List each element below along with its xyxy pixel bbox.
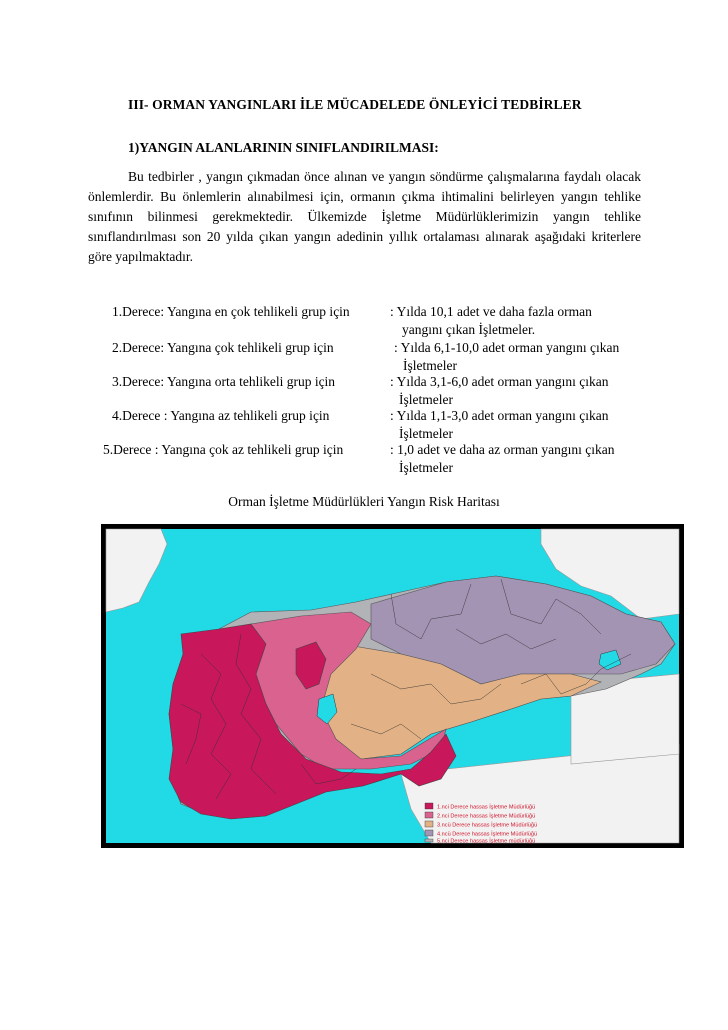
- criteria-rule-line2: İşletmeler: [403, 358, 457, 373]
- intro-paragraph: Bu tedbirler , yangın çıkmadan önce alınan ve yangın söndürme çalışmalarına faydalı olacak önlemlerdir. Bu önlemlerin alınabilmesi için, ormanın çıkma ihtimalini belirleyen yangın tehlike sınıfının bilinmesi gerekmektedir. Ülkemizde İşletme Müdürlüklerimizin yangın tehlike sınıflandırılması son 20 yılda çıkan yangın adedinin yıllık ortalaması alınarak aşağıdaki kriterlere göre yapılmaktadır.: [88, 169, 641, 264]
- criteria-rule-line1: : 1,0 adet ve daha az orman yangını çıkan: [390, 442, 615, 457]
- legend-label-degree3: 3.ncü Derece hassas İşletme Müdürlüğü: [437, 822, 538, 829]
- criteria-degree: 1.Derece: Yangına en çok tehlikeli grup için: [112, 304, 350, 319]
- criteria-rule: [394, 339, 654, 375]
- criteria-rule-line2: İşletmeler: [399, 392, 453, 407]
- section-title: III- ORMAN YANGINLARI İLE MÜCADELEDE ÖNLEYİCİ TEDBİRLER: [128, 97, 582, 112]
- criteria-rule: [390, 373, 650, 409]
- criteria-rule-line1: : Yılda 1,1-3,0 adet orman yangını çıkan: [390, 408, 609, 423]
- subsection-title: 1)YANGIN ALANLARININ SINIFLANDIRILMASI:: [128, 140, 439, 155]
- criteria-rule-line2: İşletmeler: [399, 426, 453, 441]
- legend-swatch-degree1: [425, 803, 433, 809]
- criteria-rule-line1: : Yılda 3,1-6,0 adet orman yangını çıkan: [390, 374, 609, 389]
- criteria-degree: 5.Derece : Yangına çok az tehlikeli grup için: [103, 442, 344, 457]
- map-caption: Orman İşletme Müdürlükleri Yangın Risk Haritası: [228, 494, 500, 509]
- legend-swatch-degree4: [425, 830, 433, 836]
- legend-label-degree4: 4.ncü Derece hassas İşletme Müdürlüğü: [437, 831, 538, 838]
- criteria-degree: 2.Derece: Yangına çok tehlikeli grup için: [112, 340, 334, 355]
- map-image: [101, 524, 684, 848]
- criteria-rule-line2: yangını çıkan İşletmeler.: [402, 322, 536, 337]
- criteria-rule: [390, 303, 650, 339]
- legend-swatch-degree5: [425, 839, 433, 842]
- criteria-degree: 3.Derece: Yangına orta tehlikeli grup için: [112, 374, 336, 389]
- map-legend: [425, 803, 537, 845]
- fire-risk-map: [101, 524, 684, 848]
- legend-label-degree2: 2.nci Derece hassas İşletme Müdürlüğü: [437, 813, 536, 820]
- legend-swatch-degree2: [425, 812, 433, 818]
- criteria-rule-line1: : Yılda 6,1-10,0 adet orman yangını çıkan: [394, 340, 620, 355]
- criteria-rule: [390, 441, 650, 477]
- criteria-rule: [390, 407, 650, 443]
- criteria-rule-line1: : Yılda 10,1 adet ve daha fazla orman: [390, 304, 592, 319]
- criteria-rule-line2: İşletmeler: [399, 460, 453, 475]
- legend-swatch-degree3: [425, 821, 433, 827]
- criteria-degree: 4.Derece : Yangına az tehlikeli grup için: [112, 408, 330, 423]
- legend-label-degree1: 1.nci Derece hassas İşletme Müdürlüğü: [437, 804, 536, 811]
- legend-label-degree5: 5.nci Derece hassas İşletme müdürlüğü: [437, 838, 536, 845]
